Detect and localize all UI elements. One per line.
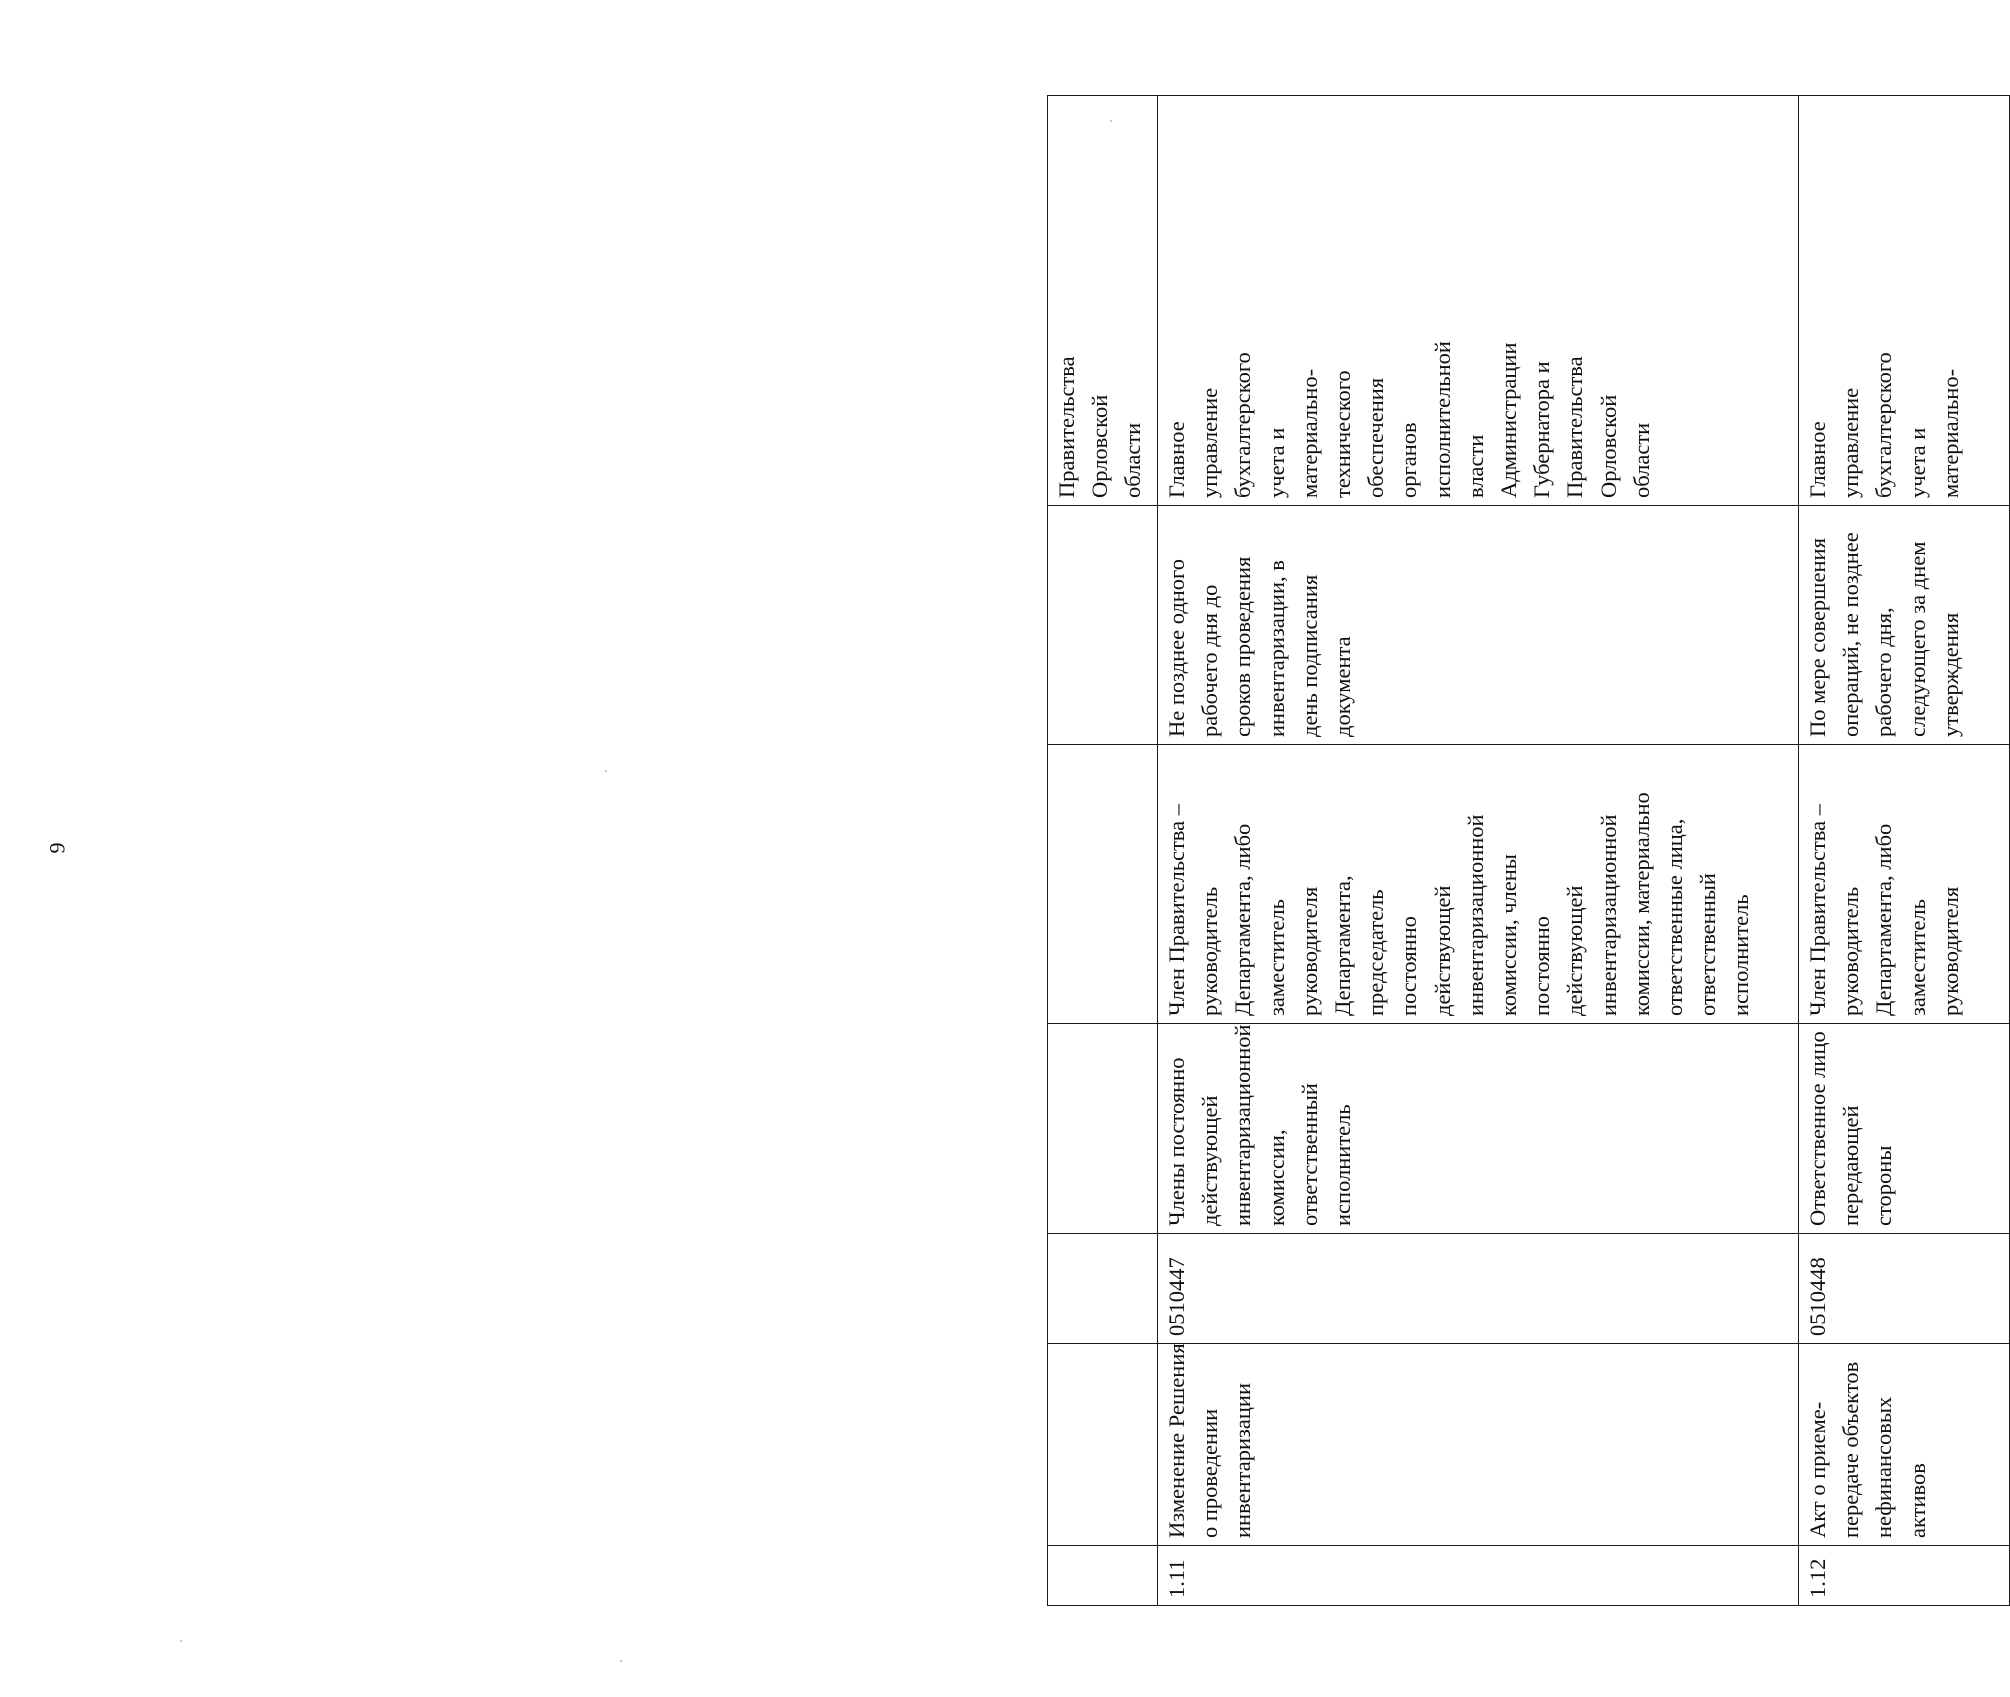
cell-text-line: управление <box>1838 387 1864 498</box>
cell-text-line: операций, не позднее <box>1838 532 1864 737</box>
cell-text-line: власти <box>1462 434 1488 498</box>
cell-text-line: Департамента, либо <box>1230 823 1256 1016</box>
cell-text-line: органов <box>1396 422 1422 498</box>
cell-text-line: председатель <box>1363 889 1389 1016</box>
cell-recipient <box>1158 96 1799 506</box>
cell-text-line: Администрации <box>1496 342 1522 498</box>
cell-text-line: области <box>1120 422 1146 498</box>
cell-text-line: руководителя <box>1937 886 1963 1016</box>
scan-speck <box>620 1660 622 1662</box>
cell-text-line: исполнитель <box>1330 1104 1356 1226</box>
cell-text-line: По мере совершения <box>1805 538 1830 737</box>
cell-text-line: следующего за днем <box>1904 541 1930 737</box>
cell-code <box>1048 1234 1158 1344</box>
cell-text-line: Член Правительства – <box>1164 804 1189 1016</box>
cell-text-line: ответственный <box>1296 1083 1322 1226</box>
cell-text-line: передающей <box>1838 1105 1864 1226</box>
table-row <box>1799 96 2010 1606</box>
cell-text-line: Член Правительства – <box>1805 804 1830 1016</box>
cell-name <box>1048 1344 1158 1546</box>
cell-text-line: технического <box>1330 370 1356 498</box>
cell-deadline <box>1048 506 1158 745</box>
cell-text-line: Ответственное лицо <box>1805 1031 1830 1226</box>
cell-text-line: исполнительной <box>1429 341 1455 498</box>
cell-signer <box>1048 745 1158 1024</box>
cell-text-line: инвентаризационной <box>1230 1024 1256 1226</box>
cell-text-line: ответственные лица, <box>1662 818 1688 1016</box>
cell-text-line: комиссии, <box>1263 1129 1289 1226</box>
cell-signer <box>1799 745 2010 1024</box>
cell-num: 1.12 <box>1799 1546 2010 1606</box>
cell-text-line: Не позднее одного <box>1164 559 1189 737</box>
cell-text-line: управление <box>1197 387 1223 498</box>
cell-text-line: бухгалтерского <box>1871 352 1897 498</box>
cell-creator <box>1048 1024 1158 1234</box>
scan-speck <box>1110 120 1112 122</box>
table-row-continuation <box>1048 96 1158 1606</box>
cell-creator <box>1799 1024 2010 1234</box>
cell-text-line: инвентаризационной <box>1595 814 1621 1016</box>
cell-recipient <box>1048 96 1158 506</box>
cell-text-line: стороны <box>1871 1145 1897 1226</box>
cell-text-line: рабочего дня, <box>1871 607 1897 737</box>
cell-text-line: исполнитель <box>1728 894 1754 1016</box>
cell-text-line: материально- <box>1937 368 1963 498</box>
cell-text-line: сроков проведения <box>1230 556 1256 737</box>
cell-code: 0510447 <box>1158 1234 1799 1344</box>
cell-text-line: инвентаризации <box>1230 1383 1256 1538</box>
cell-text-line: Департамента, <box>1330 875 1356 1016</box>
cell-text-line: постоянно <box>1529 916 1555 1016</box>
cell-text-line: руководитель <box>1838 886 1864 1016</box>
cell-text-line: учета и <box>1904 427 1930 498</box>
cell-text-line: обеспечения <box>1363 377 1389 498</box>
cell-text-line: действующей <box>1562 885 1588 1016</box>
cell-text-line: Департамента, либо <box>1871 823 1897 1016</box>
cell-num <box>1048 1546 1158 1606</box>
cell-deadline <box>1158 506 1799 745</box>
cell-text-line: Губернатора и <box>1529 361 1555 498</box>
scan-speck <box>180 1640 182 1642</box>
cell-code: 0510448 <box>1799 1234 2010 1344</box>
cell-text-line: Главное <box>1805 421 1830 498</box>
cell-text-line: рабочего дня до <box>1197 584 1223 737</box>
scan-speck <box>605 770 607 772</box>
cell-text-line: материально- <box>1296 368 1322 498</box>
cell-num: 1.11 <box>1158 1546 1799 1606</box>
cell-text-line: Изменение Решения <box>1164 1343 1189 1538</box>
cell-text-line: о проведении <box>1197 1408 1223 1538</box>
cell-text-line: Члены постоянно <box>1164 1057 1189 1226</box>
cell-text-line: заместитель <box>1904 899 1930 1016</box>
cell-text-line: инвентаризационной <box>1462 814 1488 1016</box>
cell-text-line: день подписания <box>1296 574 1322 737</box>
cell-text-line: Орловской <box>1087 394 1113 498</box>
page-number: 9 <box>44 842 70 854</box>
cell-text-line: комиссии, члены <box>1496 854 1522 1016</box>
cell-text-line: Орловской <box>1595 394 1621 498</box>
cell-text-line: документа <box>1330 636 1356 737</box>
cell-text-line: передаче объектов <box>1838 1361 1864 1538</box>
table-row <box>1158 96 1799 1606</box>
cell-text-line: утверждения <box>1937 612 1963 737</box>
cell-text-line: постоянно <box>1396 916 1422 1016</box>
cell-text-line: учета и <box>1263 427 1289 498</box>
cell-text-line: ответственный <box>1695 873 1721 1016</box>
cell-text-line: Правительства <box>1054 356 1079 498</box>
cell-text-line: Правительства <box>1562 356 1588 498</box>
cell-text-line: руководителя <box>1296 886 1322 1016</box>
cell-creator <box>1158 1024 1799 1234</box>
cell-text-line: Главное <box>1164 421 1189 498</box>
cell-recipient <box>1799 96 2010 506</box>
cell-text-line: руководитель <box>1197 886 1223 1016</box>
cell-text-line: активов <box>1904 1463 1930 1538</box>
cell-name <box>1799 1344 2010 1546</box>
cell-text-line: области <box>1628 422 1654 498</box>
document-table <box>1047 95 2010 1606</box>
cell-name <box>1158 1344 1799 1546</box>
cell-deadline <box>1799 506 2010 745</box>
rotated-table-wrapper <box>1047 96 2009 1606</box>
cell-signer <box>1158 745 1799 1024</box>
cell-text-line: действующей <box>1429 885 1455 1016</box>
cell-text-line: нефинансовых <box>1871 1396 1897 1538</box>
cell-text-line: бухгалтерского <box>1230 352 1256 498</box>
cell-text-line: действующей <box>1197 1095 1223 1226</box>
cell-text-line: Акт о приеме- <box>1805 1401 1830 1538</box>
cell-text-line: заместитель <box>1263 899 1289 1016</box>
cell-text-line: комиссии, материально <box>1628 792 1654 1016</box>
cell-text-line: инвентаризации, в <box>1263 560 1289 737</box>
